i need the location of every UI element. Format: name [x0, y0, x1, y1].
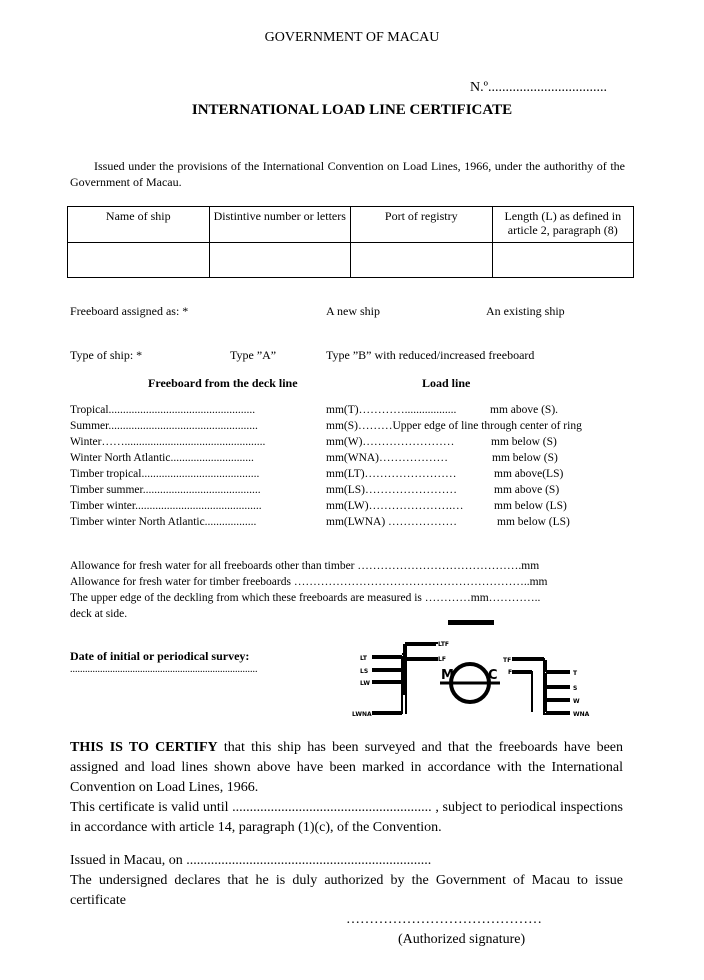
freeboard-label-winter-north-atlantic: Winter North Atlantic.............................: [70, 452, 254, 464]
issuance-section: [70, 851, 623, 911]
mm-field-t[interactable]: mm(T)…………..................: [326, 404, 457, 416]
label-s: S: [573, 685, 578, 692]
mm-field-lt[interactable]: mm(LT)……………………: [326, 468, 457, 480]
header-port-of-registry: Port of registry: [351, 207, 493, 243]
option-type-b[interactable]: Type ”B” with reduced/increased freeboard: [326, 348, 535, 362]
certificate-number-field[interactable]: N.º..................................: [470, 80, 607, 95]
loadline-desc-lw: mm below (LS): [494, 500, 567, 512]
intro-paragraph: Issued under the provisions of the International Convention on Load Lines, 1966, under the authorithy of the Government of Macau.: [70, 159, 625, 189]
cell-length[interactable]: [492, 243, 634, 278]
certify-lead: THIS IS TO CERTIFY: [70, 740, 218, 755]
freeboard-label-timber-summer: Timber summer.........................................: [70, 484, 261, 496]
mm-field-lw[interactable]: mm(LW)………………….…: [326, 500, 464, 512]
deck-at-side: deck at side.: [70, 608, 128, 620]
freeboard-heading: Freeboard from the deck line: [148, 376, 298, 390]
freeboard-assigned-label: Freeboard assigned as: *: [70, 304, 189, 318]
loadline-desc-w: mm below (S): [491, 436, 557, 448]
loadline-desc-t: mm above (S).: [490, 404, 559, 416]
loadline-desc-lt: mm above(LS): [494, 468, 564, 480]
label-ltf: LTF: [438, 641, 450, 648]
certify-text: that this ship has been surveyed and that the freeboards have been assigned and load lines shown above have been marked in accordance with the International Convention on Load Lines, 1966.: [70, 740, 624, 795]
label-lt: LT: [360, 655, 367, 662]
ship-details-table: [67, 206, 634, 278]
authorization-declaration: The undersigned declares that he is duly authorized by the Government of Macau to issue certificate: [70, 873, 623, 908]
loadline-row-lw: [326, 500, 567, 512]
loadline-row-wna: [326, 452, 558, 464]
loadline-row-ls: [326, 484, 560, 496]
signature-caption: (Authorized signature): [398, 932, 526, 947]
label-lw: LW: [360, 680, 370, 687]
loadline-row-tropical: [326, 404, 559, 416]
loadline-row-lwna: [326, 516, 570, 528]
label-f: F: [508, 669, 513, 676]
mm-field-wna[interactable]: mm(WNA)………………: [326, 452, 449, 464]
label-t: T: [573, 670, 578, 677]
mm-field-lwna[interactable]: mm(LWNA) ………………: [326, 516, 458, 528]
issued-date-line[interactable]: Issued in Macau, on ......................................................................: [70, 853, 432, 868]
certification-statement: [70, 738, 623, 838]
cell-port-of-registry[interactable]: [351, 243, 493, 278]
signature-field[interactable]: ……………………………………: [346, 912, 542, 927]
load-line-mark-diagram: [340, 615, 600, 720]
loadline-row-lt: [326, 468, 564, 480]
loadline-desc-lwna: mm below (LS): [497, 516, 570, 528]
ring-letter-c: C: [488, 668, 498, 683]
cell-name-of-ship[interactable]: [68, 243, 210, 278]
table-header-row: [68, 207, 634, 243]
loadline-desc-s: Upper edge of line through center of ring: [392, 420, 582, 432]
option-new-ship[interactable]: A new ship: [326, 304, 380, 318]
freeboard-label-timber-winter: Timber winter............................................: [70, 500, 262, 512]
allowance-fresh-water-general[interactable]: Allowance for fresh water for all freeboards other than timber …………………………………….mm: [70, 560, 540, 572]
option-type-a[interactable]: Type ”A”: [230, 348, 277, 362]
survey-date-field[interactable]: ...........................................................................: [70, 664, 258, 675]
label-tf: TF: [503, 657, 512, 664]
mm-field-w[interactable]: mm(W)……………………: [326, 436, 455, 448]
freeboard-label-timber-winter-north-atlantic: Timber winter North Atlantic..................: [70, 516, 257, 528]
freeboard-label-timber-tropical: Timber tropical.........................................: [70, 468, 260, 480]
loadline-desc-ls: mm above (S): [494, 484, 560, 496]
page-title: INTERNATIONAL LOAD LINE CERTIFICATE: [191, 102, 513, 118]
freeboard-label-summer: Summer....................................................: [70, 420, 258, 432]
loadline-row-winter: [326, 436, 557, 448]
header-length: Length (L) as defined in article 2, paragraph (8): [492, 207, 634, 243]
allowance-fresh-water-timber[interactable]: Allowance for fresh water for timber freeboards ……………………………………………………..mm: [70, 576, 548, 588]
freeboard-label-winter: Winter…….................................................: [70, 436, 266, 448]
option-existing-ship[interactable]: An existing ship: [486, 304, 565, 318]
validity-statement[interactable]: This certificate is valid until ......................................................... , subject to periodical inspections in accordance with article 14, paragraph (1)(c), of the Convention.: [70, 800, 623, 835]
ship-type-label: Type of ship: *: [70, 348, 143, 362]
table-row: [68, 243, 634, 278]
label-lf: LF: [438, 656, 446, 663]
header-name-of-ship: Name of ship: [68, 207, 210, 243]
loadline-heading: Load line: [422, 376, 471, 390]
government-heading: GOVERNMENT OF MACAU: [264, 30, 440, 45]
freeboard-label-tropical: Tropical...................................................: [70, 404, 256, 416]
label-ls: LS: [360, 668, 369, 675]
survey-date-label: Date of initial or periodical survey:: [70, 649, 250, 663]
label-wna: WNA: [573, 711, 590, 718]
loadline-desc-wna: mm below (S): [492, 452, 558, 464]
cell-distinctive-number[interactable]: [209, 243, 351, 278]
label-w: W: [573, 698, 580, 705]
loadline-row-summer: [326, 420, 582, 432]
mm-field-ls[interactable]: mm(LS)……………………: [326, 484, 457, 496]
deckline-upper-edge[interactable]: The upper edge of the deckling from which these freeboards are measured is …………mm…………..: [70, 592, 541, 604]
mm-field-s[interactable]: mm(S)………: [326, 420, 393, 432]
header-distinctive-number: Distintive number or letters: [209, 207, 351, 243]
label-lwna: LWNA: [352, 711, 372, 718]
ring-letter-m: M: [441, 668, 454, 683]
